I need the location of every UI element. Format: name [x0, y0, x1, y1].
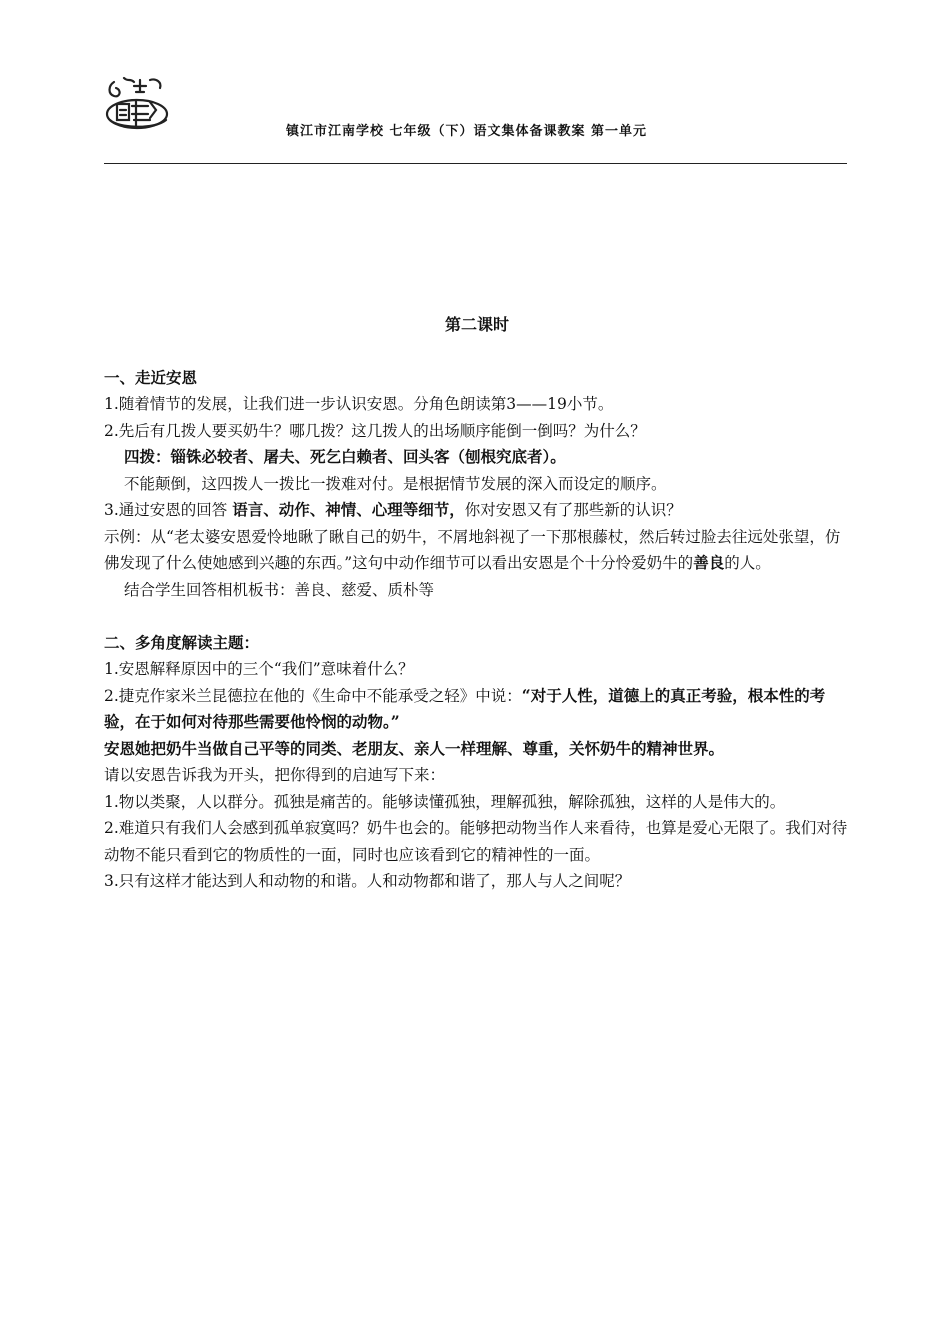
- section-2-question-2: [104, 683, 850, 736]
- section-1-answer-order: 不能颠倒，这四拨人一拨比一拨难对付。是根据情节发展的深入而设定的顺序。: [124, 474, 667, 493]
- section-2-prompt: 请以安恩告诉我为开头，把你得到的启迪写下来：: [104, 766, 446, 784]
- section-1-question-2: 2.先后有几拨人要买奶牛？哪几拨？这几拨人的出场顺序能倒一倒吗？为什么？: [104, 421, 646, 440]
- school-logo: [104, 74, 170, 132]
- section-2-heading: 二、多角度解读主题：: [104, 632, 260, 652]
- header-divider: [104, 163, 847, 164]
- section-1-answer-groups: 四拨：锱铢必较者、屠夫、死乞白赖者、回头客（刨根究底者）。: [124, 447, 566, 466]
- section-1-example: [104, 524, 850, 577]
- example-emphasis: 善良: [693, 553, 725, 572]
- section-1-board-notes: 结合学生回答相机板书：善良、慈爱、质朴等: [124, 580, 435, 599]
- section-2-question-1: 1.安恩解释原因中的三个“我们”意味着什么？: [104, 660, 414, 678]
- section-2-answer-1: 1.物以类聚，人以群分。孤独是痛苦的。能够读懂孤独，理解孤独，解除孤独，这样的人是伟大的。: [104, 792, 786, 811]
- section-1-question-1: 1.随着情节的发展，让我们进一步认识安恩。分角色朗读第3——19小节。: [104, 395, 614, 413]
- header-title: 镇江市江南学校 七年级（下）语文集体备课教案 第一单元: [286, 124, 648, 139]
- section-2-answer-3: 3.只有这样才能达到人和动物的和谐。人和动物都和谐了，那人与人之间呢？: [104, 872, 631, 890]
- section-1-question-3: [104, 497, 850, 524]
- example-end: 的人。: [724, 554, 771, 572]
- lesson-body: [104, 312, 850, 895]
- section-2-answer-2: 2.难道只有我们人会感到孤单寂寞吗？奶牛也会的。能够把动物当作人来看待，也算是爱心无限了。我们对待动物不能只看到它的物质性的一面，同时也应该看到它的精神性的一面。: [104, 819, 848, 864]
- q3-suffix: 你对安恩又有了那些新的认识？: [464, 501, 682, 519]
- section-2-summary: 安恩她把奶牛当做自己平等的同类、老朋友、亲人一样理解、尊重，关怀奶牛的精神世界。: [104, 738, 725, 758]
- q3-emphasis: 语言、动作、神情、心理等细节，: [232, 500, 465, 519]
- section-1-heading: 一、走近安恩: [104, 367, 198, 387]
- q3-prefix: 3.通过安恩的回答: [104, 501, 233, 519]
- example-text: 示例：从“老太婆安恩爱怜地瞅了瞅自己的奶牛，不屑地斜视了一下那根藤杖，然后转过脸去往远处张望，仿佛发现了什么使她感到兴趣的东西。”这句中动作细节可以看出安恩是个十分怜爱奶牛的: [104, 527, 841, 572]
- q2-quote: “对于人性，道德上的真正考验，根本性的考验，在于如何对待那些需要他怜悯的动物。”: [104, 685, 826, 731]
- q2-prefix: 2.捷克作家米兰昆德拉在他的《生命中不能承受之轻》中说：: [104, 686, 522, 705]
- lesson-title: 第二课时: [444, 315, 509, 334]
